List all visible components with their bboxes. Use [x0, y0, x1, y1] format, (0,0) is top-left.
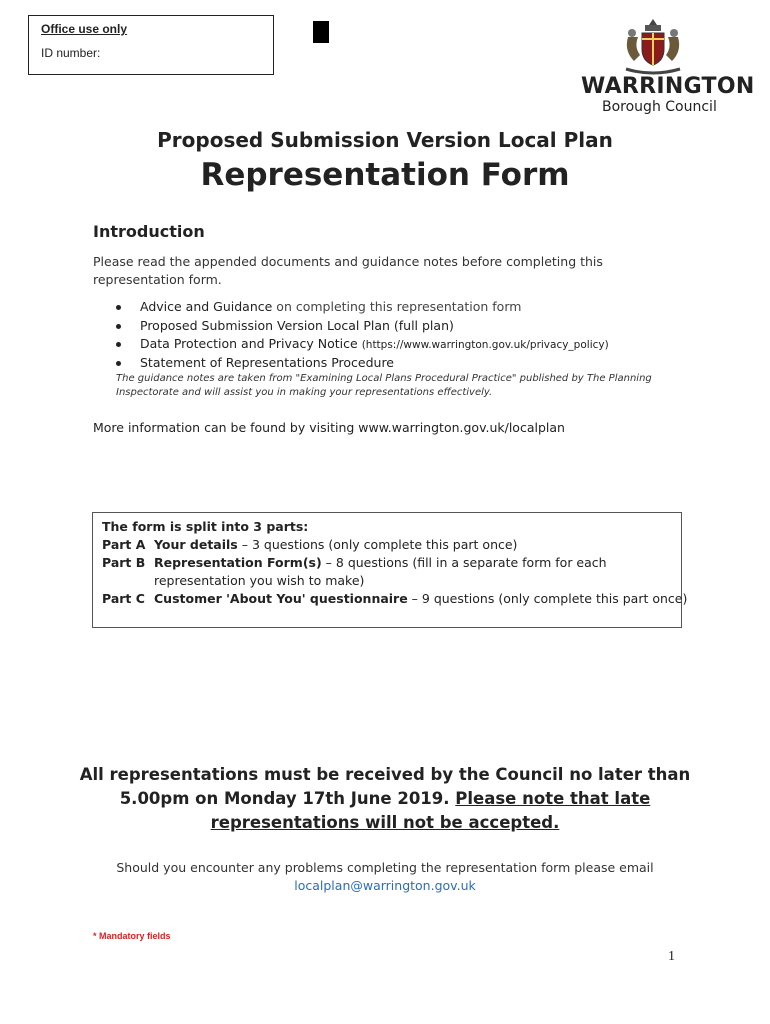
list-item	[112, 354, 672, 373]
list-item	[112, 317, 672, 336]
page-title: Representation Form	[200, 157, 570, 193]
office-use-title: Office use only	[41, 22, 128, 36]
form-parts-box	[92, 512, 688, 628]
part-title: Representation Form(s)	[154, 555, 322, 570]
list-item	[112, 335, 672, 354]
id-number-label: ID number:	[41, 46, 101, 60]
redaction-mark	[313, 21, 329, 43]
list-item-rest: on completing this representation form	[272, 299, 522, 314]
part-description: – 3 questions (only complete this part once)	[237, 537, 518, 552]
deadline-notice	[0, 763, 770, 835]
more-info-text: More information can be found by visiting www.warrington.gov.uk/localplan	[93, 420, 565, 435]
page-number: 1	[668, 949, 675, 964]
contact-text: Should you encounter any problems completing the representation form please email	[116, 860, 654, 875]
part-label: Part A	[102, 537, 146, 552]
intro-text: Please read the appended documents and guidance notes before completing this representation form.	[93, 254, 603, 287]
deadline-line-2: 5.00pm on Monday 17th June 2019.	[119, 789, 456, 808]
list-item-title: Advice and Guidance	[140, 299, 273, 314]
page-subtitle: Proposed Submission Version Local Plan	[157, 128, 613, 152]
guidance-note: The guidance notes are taken from "Examining Local Plans Procedural Practice" published by The Planning Inspectorate and will assist you in making your representations effectively.	[116, 373, 652, 398]
list-item-title: Statement of Representations Procedure	[140, 354, 394, 370]
part-description-cont: representation you wish to make)	[154, 573, 365, 588]
privacy-policy-url: (https://www.warrington.gov.uk/privacy_policy)	[361, 339, 609, 351]
part-title: Customer 'About You' questionnaire	[154, 591, 408, 606]
bullet-icon	[116, 342, 121, 347]
deadline-line-1: All representations must be received by the Council no later than	[79, 765, 691, 784]
office-use-box	[28, 15, 274, 75]
parts-heading: The form is split into 3 parts:	[102, 519, 309, 534]
late-notice-cont: representations will not be accepted.	[210, 813, 560, 832]
contact-email-link[interactable]: localplan@warrington.gov.uk	[294, 878, 476, 893]
part-row	[102, 536, 672, 554]
list-item-title: Proposed Submission Version Local Plan (full plan)	[140, 317, 454, 333]
part-label: Part B	[102, 555, 146, 570]
part-row	[102, 554, 672, 590]
late-notice: Please note that late	[455, 789, 651, 808]
logo-subtitle: Borough Council	[602, 99, 717, 115]
list-item	[112, 298, 672, 317]
crest-icon	[618, 15, 688, 77]
part-row	[102, 590, 688, 608]
mandatory-fields-note: * Mandatory fields	[93, 931, 171, 941]
logo-wordmark: WARRINGTON	[581, 74, 755, 99]
part-description: – 9 questions (only complete this part once)	[407, 591, 688, 606]
part-title: Your details	[154, 537, 238, 552]
part-description: – 8 questions (fill in a separate form for each	[321, 555, 607, 570]
bullet-icon	[116, 305, 121, 310]
bullet-icon	[116, 324, 121, 329]
intro-heading: Introduction	[93, 222, 205, 241]
bullet-icon	[116, 361, 121, 366]
list-item-title: Data Protection and Privacy Notice	[140, 336, 358, 351]
part-label: Part C	[102, 591, 145, 606]
document-list	[112, 298, 672, 372]
